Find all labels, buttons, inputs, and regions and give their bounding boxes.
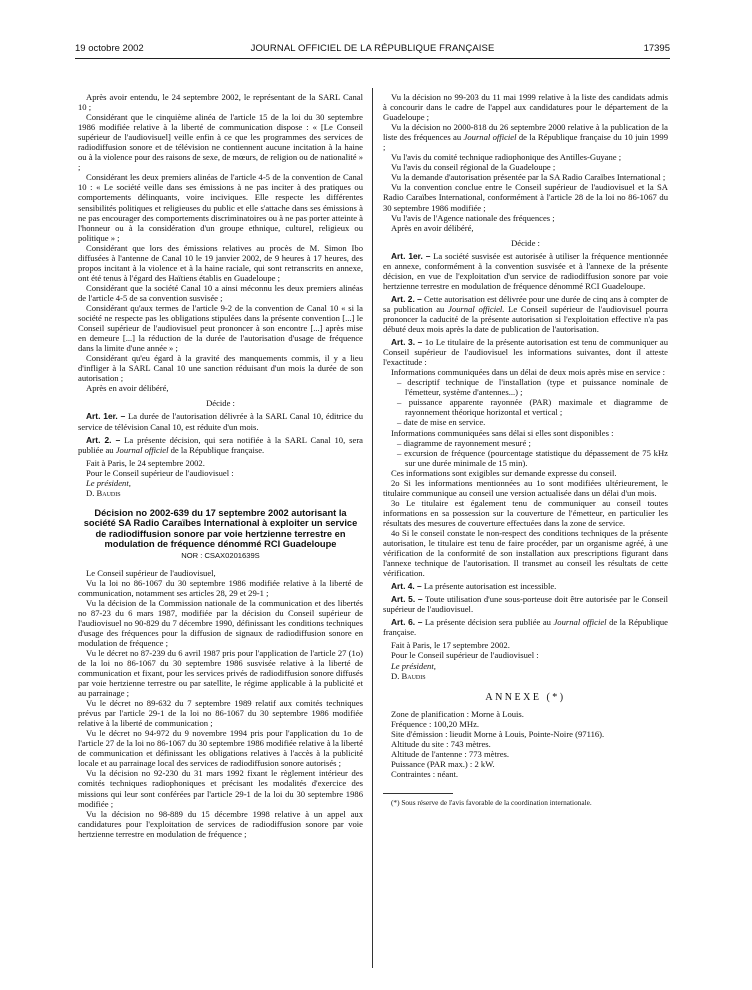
paragraph: Vu le décret no 89-632 du 7 septembre 1989 relatif aux comités techniques prévus par l'article 29-1 de la loi no 86-1067 du 30 septembre 1986 modifiée relative à la liberté de communication ; xyxy=(78,698,363,729)
article-text: Cette autorisation est délivrée pour une durée de cinq ans à compter de sa publication au xyxy=(383,293,668,314)
article-label: Art. 2. – xyxy=(391,293,422,304)
list-item: – diagramme de rayonnement mesuré ; xyxy=(397,437,531,448)
nor-reference: NOR : CSAX0201639S xyxy=(181,551,260,561)
list-item: – descriptif technique de l'installation (type et puissance nominale de l'émetteur, système d'antennes...) ; xyxy=(397,377,668,398)
signature-role-text: Le président, xyxy=(391,660,436,671)
journal-officiel-italic: Journal officiel. xyxy=(448,303,505,314)
paragraph: Après avoir entendu, le 24 septembre 2002, le représentant de la SARL Canal 10 ; xyxy=(78,92,363,113)
paragraph: Le Conseil supérieur de l'audiovisuel, xyxy=(86,567,216,578)
paragraph: Considérant que la société Canal 10 a ainsi méconnu les deux premiers alinéas de l'article 4-5 de sa convention susvisée ; xyxy=(78,282,363,303)
paragraph: Vu la décision no 99-203 du 11 mai 1999 relative à la liste des candidats admis à concourir dans le cadre de l'appel aux candidatures pour le département de la Guadeloupe ; xyxy=(383,92,668,123)
article-1 xyxy=(383,251,668,291)
article-text: La présente autorisation est incessible. xyxy=(423,581,557,592)
info-list xyxy=(383,438,668,468)
signature-organization: Pour le Conseil supérieur de l'audiovisuel : xyxy=(391,650,539,661)
paragraph: Après en avoir délibéré, xyxy=(86,383,169,394)
paragraph: 3o Le titulaire est également tenu de communiquer au conseil toutes informations en sa possession sur la couverture de l'émetteur, en particulier les résultats des mesures de couverture effectuées dans la zone de service. xyxy=(383,497,668,528)
paragraph: Vu le décret no 87-239 du 6 avril 1987 pris pour l'application de l'article 27 (1o) de la loi no 86-1067 du 30 septembre 1986 susvisée relative à la liberté de communication et fixant, pour les services privés de radiodiffusion sonore diffusés par voie hertzienne terrestre ou par satellite, le régime applicable à la publicité et au parrainage ; xyxy=(78,647,363,699)
article-text: La société susvisée est autorisée à utiliser la fréquence mentionnée en annexe, conformément à la convention susvisée et à l'annexe de la présente décision, en vue de l'exploitation d'un service de radiodiffusion sonore par voie hertzienne terrestre en modulation de fréquence dénommé RCI Guadeloupe. xyxy=(383,250,668,291)
article-3 xyxy=(383,337,668,367)
article-text: de la République française. xyxy=(170,444,265,455)
page-header xyxy=(75,43,670,57)
paragraph: Vu l'avis du comité technique radiophonique des Antilles-Guyane ; xyxy=(391,152,622,163)
paragraph: Vu l'avis du conseil régional de la Guadeloupe ; xyxy=(391,162,556,173)
article-label: Art. 2. – xyxy=(86,434,121,445)
info-list xyxy=(383,377,668,427)
right-column xyxy=(383,92,668,808)
article-6 xyxy=(383,617,668,637)
paragraph: Vu le décret no 94-972 du 9 novembre 1994 pris pour l'application du 1o de l'article 27 de la loi no 86-1067 du 30 septembre 1986 modifiée relative à la liberté de communication et définissant les obligations relatives à l'accès à la publicité locale et au parrainage local des services de radiodiffusion sonore autorisés ; xyxy=(78,728,363,769)
article-1 xyxy=(78,411,363,431)
article-text: Le Conseil supérieur de l'audiovisuel pourra prononcer la caducité de la présente autorisation si l'exploitation effective n'a pas débuté deux mois après la date de publication de l'autorisation. xyxy=(383,303,668,335)
paragraph: Considérant les deux premiers alinéas de l'article 4-5 de la convention de Canal 10 : « Le société veille dans ses émissions à ne pas inciter à des pratiques ou comportements délinquants, voire inciviques. Elle respecte les différentes sensibilités politiques et religieuses du public et elle s'attache dans ses émissions à ne pas encourager des comportements discriminatoires ou à ne pas porter atteinte à l'honneur ou à la considération d'un groupe ethnique, culturel, religieux ou politique » ; xyxy=(78,172,363,243)
article-label: Art. 3. – xyxy=(391,337,423,348)
paragraph: Ces informations sont exigibles sur demande expresse du conseil. xyxy=(391,467,617,478)
article-label: Art. 4. – xyxy=(391,581,422,592)
annexe-line: Altitude du site : 743 mètres. xyxy=(391,738,491,749)
header-page-number: 17395 xyxy=(643,43,670,54)
fait-a-paris: Fait à Paris, le 24 septembre 2002. xyxy=(86,457,205,468)
annexe-line: Contraintes : néant. xyxy=(391,768,459,779)
article-5 xyxy=(383,594,668,614)
paragraph: Après en avoir délibéré, xyxy=(391,222,474,233)
paragraph-text: Vu la décision no 2000-818 du 26 septembre 2000 relative à la publication de la liste des fréquences au xyxy=(383,122,668,143)
article-label: Art. 1er. – xyxy=(86,411,126,422)
signature-organization: Pour le Conseil supérieur de l'audiovisuel : xyxy=(86,467,234,478)
article-text: 1o Le titulaire de la présente autorisation est tenu de communiquer au Conseil supérieur de l'audiovisuel les informations suivantes, dont il atteste l'exactitude : xyxy=(383,337,669,368)
paragraph: Vu la loi no 86-1067 du 30 septembre 1986 modifiée relative à la liberté de communication, notamment ses articles 28, 29 et 29-1 ; xyxy=(78,577,363,598)
paragraph: Vu la décision de la Commission nationale de la communication et des libertés no 87-23 du 6 mars 1987, modifiée par la décision du Conseil supérieur de l'audiovisuel no 90-829 du 7 décembre 1990, définissant les conditions techniques d'usage des fréquences pour la diffusion de signaux de radiodiffusion sonore en modulation de fréquence ; xyxy=(78,597,363,648)
paragraph: 2o Si les informations mentionnées au 1o sont modifiées ultérieurement, le titulaire communique au conseil une version actualisée dans un délai d'un mois. xyxy=(383,477,668,498)
signature-name-text: D. Baudis xyxy=(391,670,426,681)
header-date: 19 octobre 2002 xyxy=(75,43,144,54)
journal-officiel-italic: Journal officiel xyxy=(115,444,169,455)
header-journal-title: JOURNAL OFFICIEL DE LA RÉPUBLIQUE FRANÇAISE xyxy=(250,43,495,54)
article-label: Art. 5. – xyxy=(391,594,423,605)
paragraph: Considérant qu'aux termes de l'article 9-2 de la convention de Canal 10 « si la société ne respecte pas les obligations stipulées dans la présente convention [...] le Conseil supérieur de l'audiovisuel peut prononcer à son encontre [...] après mise en demeure [...] la réduction de la durée de l'autorisation d'usage de fréquence dans la limite d'une année » ; xyxy=(78,302,363,354)
signature-role xyxy=(78,478,363,488)
paragraph: Informations communiquées sans délai si elles sont disponibles : xyxy=(391,427,614,438)
article-text: Toute utilisation d'une sous-porteuse doit être autorisée par le Conseil supérieur de l'audiovisuel. xyxy=(383,594,668,615)
paragraph: Vu la décision no 98-889 du 15 décembre 1998 relative à un appel aux candidatures pour l'exploitation de services de radiodiffusion sonore par voie hertzienne terrestre en modulation de fréquence ; xyxy=(78,808,363,839)
annexe-line: Zone de planification : Morne à Louis. xyxy=(391,708,524,719)
decide-heading: Décide : xyxy=(206,398,235,409)
signature-name xyxy=(383,671,668,681)
article-label: Art. 6. – xyxy=(391,617,423,628)
list-item: – puissance apparente rayonnée (PAR) maximale et diagramme de rayonnement théorique horizontal et vertical ; xyxy=(397,397,668,418)
article-2 xyxy=(383,294,668,334)
fait-a-paris: Fait à Paris, le 17 septembre 2002. xyxy=(391,640,510,651)
annexe-line: Altitude de l'antenne : 773 mètres. xyxy=(391,748,510,759)
column-divider xyxy=(372,88,373,968)
signature-role xyxy=(383,661,668,671)
left-column xyxy=(78,92,363,839)
footnote-rule xyxy=(383,793,453,794)
list-item: – date de mise en service. xyxy=(397,417,486,428)
paragraph: Vu la demande d'autorisation présentée par la SA Radio Caraïbes International ; xyxy=(391,172,666,183)
article-4 xyxy=(383,581,668,591)
annexe-line: Fréquence : 100,20 MHz. xyxy=(391,718,480,729)
list-item: – excursion de fréquence (pourcentage statistique du dépassement de 75 kHz sur une durée minimale de 15 min). xyxy=(397,447,668,468)
article-text: de la République française. xyxy=(383,617,668,638)
signature-name xyxy=(78,488,363,498)
decide-heading: Décide : xyxy=(511,237,540,248)
paragraph: Informations communiquées dans un délai de deux mois après mise en service : xyxy=(391,367,665,378)
paragraph: Considérant que le cinquième alinéa de l'article 15 de la loi du 30 septembre 1986 modifiée relative à la liberté de communication dispose : « [Le Conseil supérieur de l'audiovisuel] veille enfin à ce que les programmes des services de radiodiffusion sonore et de télévision ne contiennent aucune incitation à la haine ou à la violence pour des raisons de sexe, de mœurs, de religion ou de nationalité » ; xyxy=(78,112,363,173)
annexe-heading: ANNEXE (*) xyxy=(485,691,566,703)
paragraph: Considérant qu'eu égard à la gravité des manquements commis, il y a lieu d'infliger à la SARL Canal 10 une sanction réduisant d'un mois la durée de son autorisation ; xyxy=(78,353,363,384)
article-label: Art. 1er. – xyxy=(391,250,431,261)
paragraph-text: de la République française du 10 juin 1999 ; xyxy=(383,132,668,153)
paragraph xyxy=(383,122,668,152)
annexe-line: Puissance (PAR max.) : 2 kW. xyxy=(391,758,495,769)
annexe-line: Site d'émission : lieudit Morne à Louis, Pointe-Noire (97116). xyxy=(391,728,605,739)
article-2 xyxy=(78,435,363,455)
article-text: La présente décision, qui sera notifiée à la SARL Canal 10, sera publiée au xyxy=(78,434,363,455)
signature-name-text: D. Baudis xyxy=(86,487,121,498)
paragraph: Vu l'avis de l'Agence nationale des fréquences ; xyxy=(391,212,555,223)
signature-role-text: Le président, xyxy=(86,477,131,488)
footnote: (*) Sous réserve de l'avis favorable de la coordination internationale. xyxy=(391,798,592,807)
paragraph: Vu la décision no 92-230 du 31 mars 1992 fixant le règlement intérieur des comités techniques radiophoniques et précisant les modalités d'exercice des missions qui leur sont conférées par l'article 29-1 de la loi du 30 septembre 1986 modifiée ; xyxy=(78,768,363,809)
journal-officiel-italic: Journal officiel xyxy=(553,617,607,628)
journal-officiel-italic: Journal officiel xyxy=(463,132,517,143)
paragraph: 4o Si le conseil constate le non-respect des conditions techniques de la présente autorisation, le titulaire est tenu de faire procéder, par un organisme agréé, à une vérification de la conformité de son installation aux prescriptions figurant dans l'annexe technique de l'autorisation. Il transmet au conseil les résultats de cette vérification. xyxy=(383,527,668,579)
paragraph: Vu la convention conclue entre le Conseil supérieur de l'audiovisuel et la SA Radio Caraïbes International, conformément à l'article 28 de la loi no 86-1067 du 30 septembre 1986 modifiée ; xyxy=(383,182,668,213)
header-rule xyxy=(75,58,670,59)
article-text: La durée de l'autorisation délivrée à la SARL Canal 10, éditrice du service de télévision Canal 10, est réduite d'un mois. xyxy=(78,411,363,432)
decision-title: Décision no 2002-639 du 17 septembre 2002 autorisant la société SA Radio Caraïbes International à exploiter un service de radiodiffusion sonore par voie hertzienne terrestre en modulation de fréquence dénommé RCI Guadeloupe xyxy=(83,507,358,550)
paragraph: Considérant que lors des émissions relatives au procès de M. Simon Ibo diffusées à l'antenne de Canal 10 le 19 janvier 2002, de 9 heures à 17 heures, des propos incitant à la violence et à la haine raciale, qui sont retranscrits en annexe, ont été tenus à l'égard des Haïtiens établis en Guadeloupe ; xyxy=(78,242,363,283)
article-text: La présente décision sera publiée au xyxy=(424,617,551,628)
